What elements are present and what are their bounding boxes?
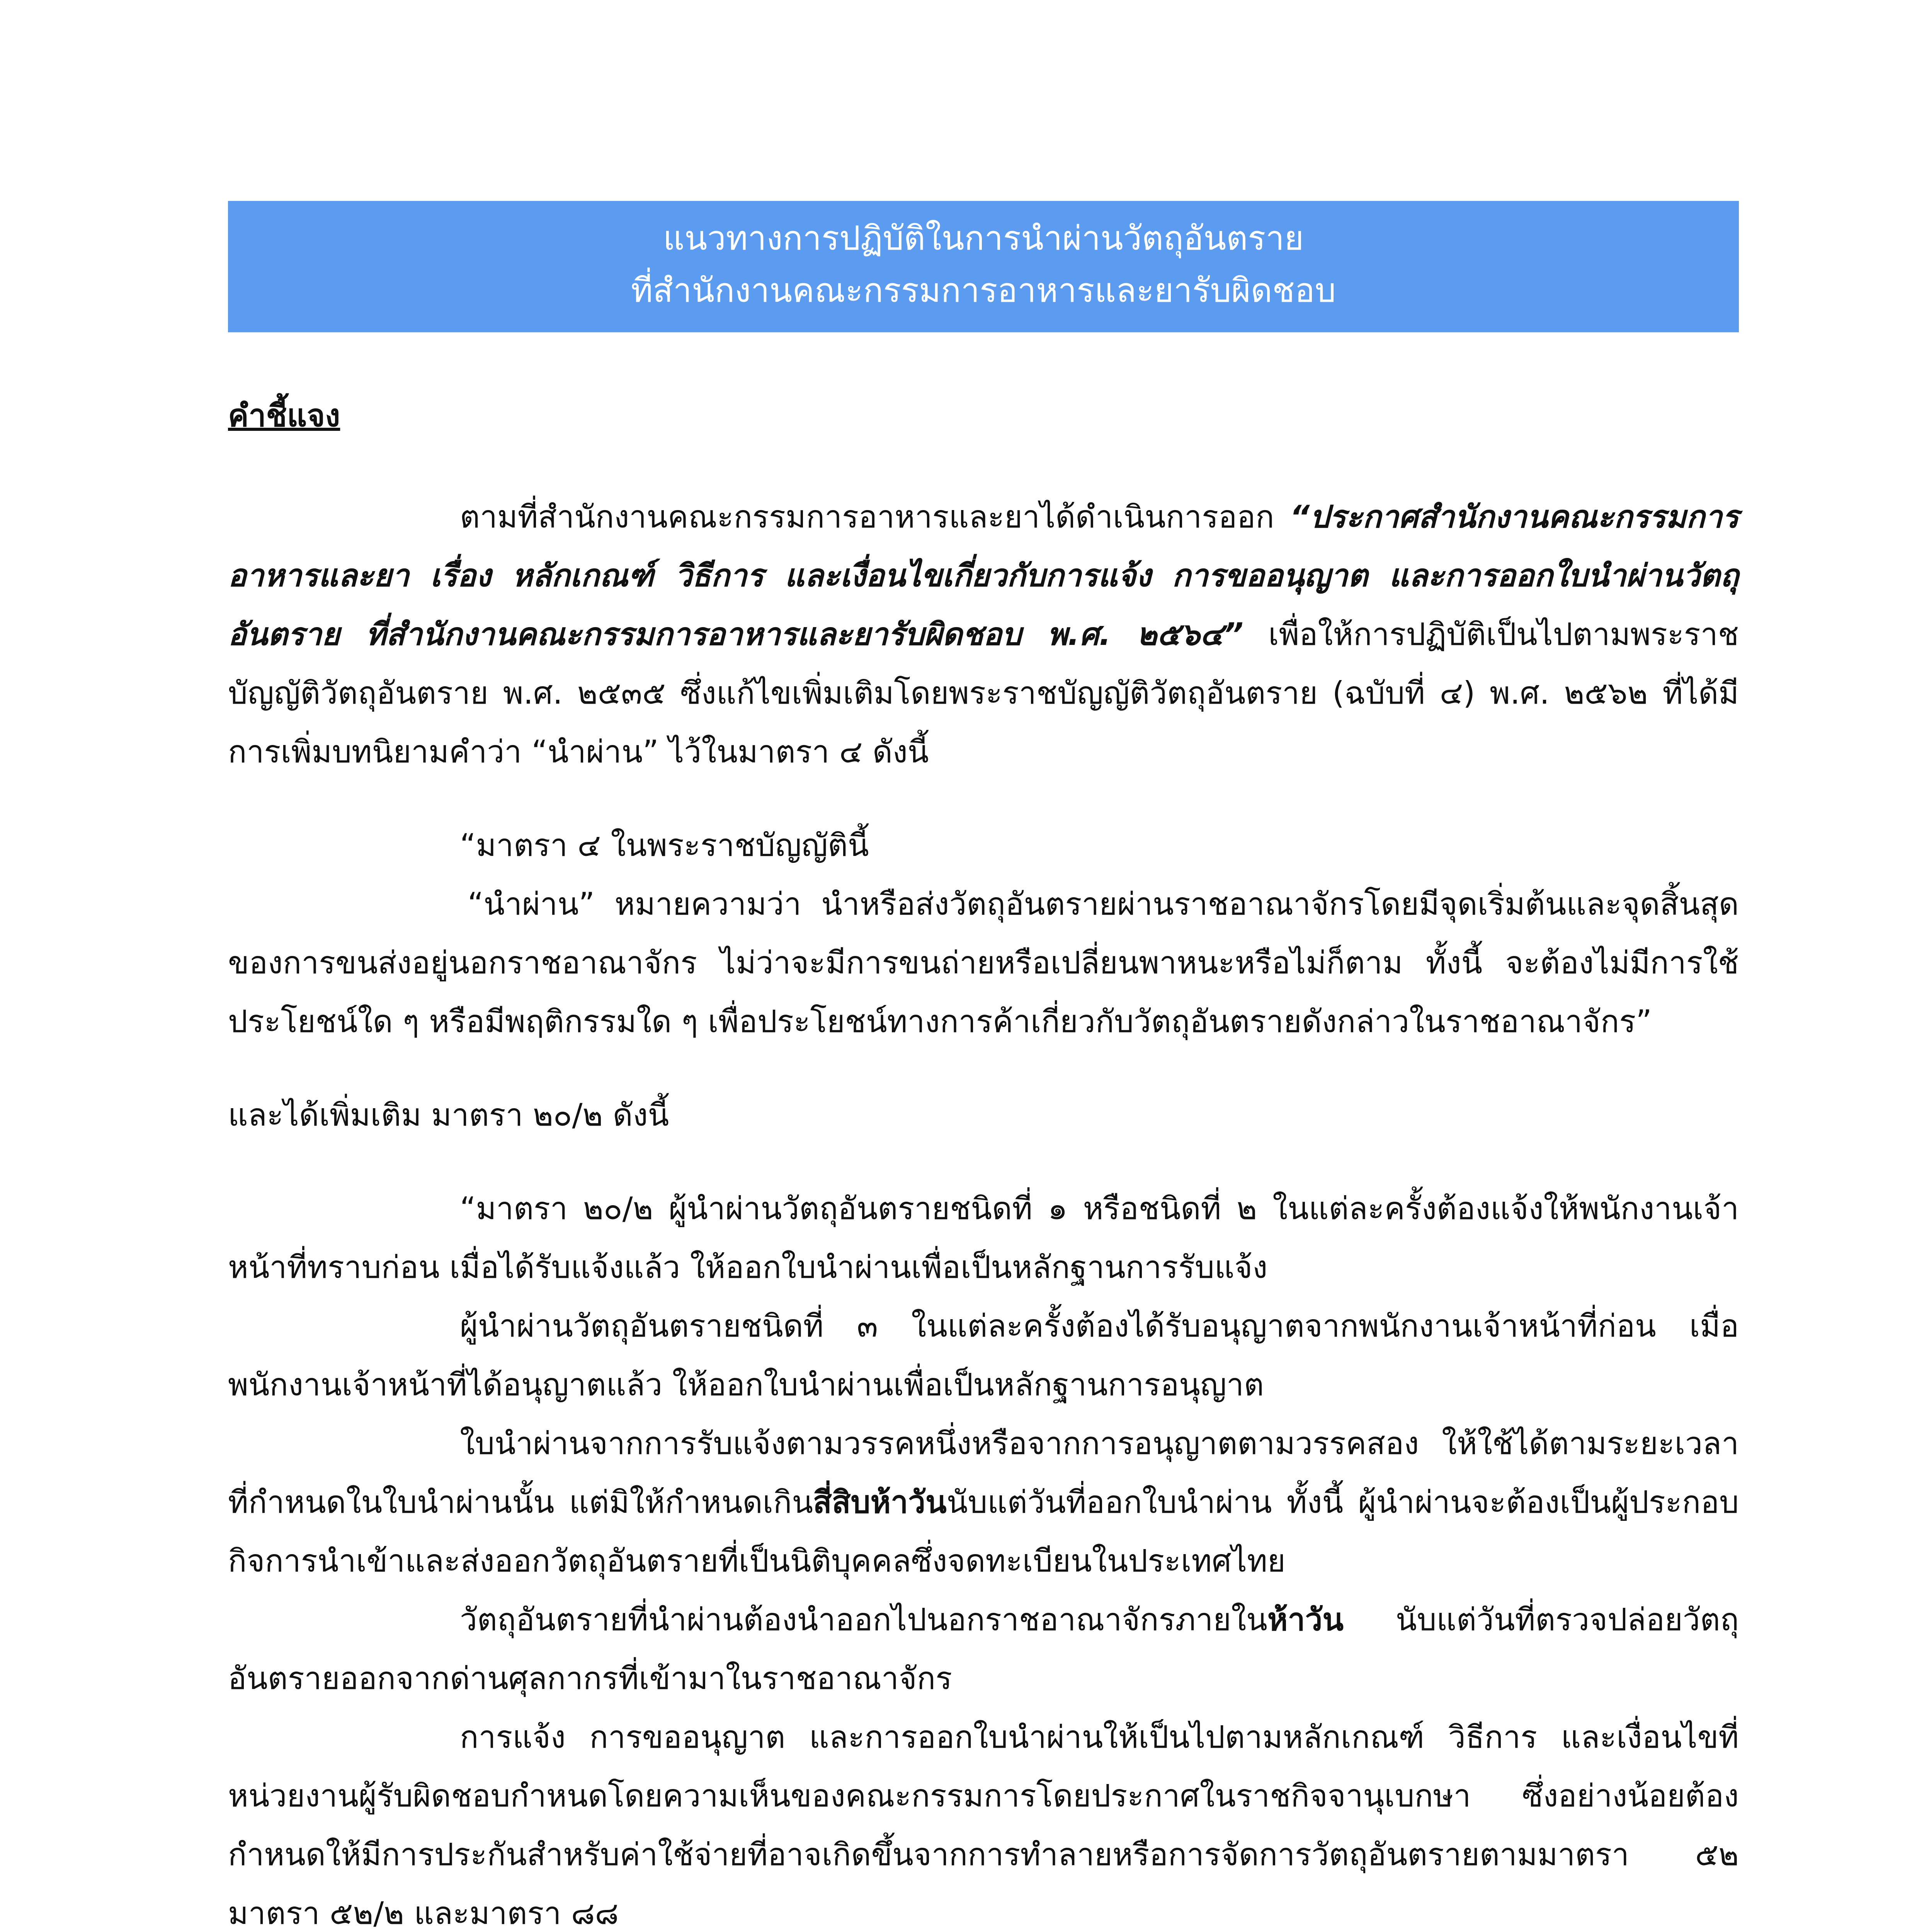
intro-text-pre: ตามที่สำนักงานคณะกรรมการอาหารและยาได้ดำเนินการออก: [460, 499, 1290, 535]
document-body: [228, 386, 1739, 1932]
title-line-2: ที่สำนักงานคณะกรรมการอาหารและยารับผิดชอบ: [631, 271, 1336, 310]
section20-paragraph-2: ผู้นำผ่านวัตถุอันตรายชนิดที่ ๓ ในแต่ละครั้งต้องได้รับอนุญาตจากพนักงานเจ้าหน้าที่ก่อน เมื่อพนักงานเจ้าหน้าที่ได้อนุญาตแล้ว ให้ออกใบนำผ่านเพื่อเป็นหลักฐานการอนุญาต: [228, 1308, 1739, 1403]
section20-paragraph-3: [228, 1414, 1739, 1590]
p4-emphasis: ห้าวัน: [1267, 1602, 1344, 1638]
p4-text-pre: วัตถุอันตรายที่นำผ่านต้องนำออกไปนอกราชอาณาจักรภายใน: [460, 1602, 1267, 1638]
title-line-1: แนวทางการปฏิบัติในการนำผ่านวัตถุอันตราย: [663, 219, 1304, 258]
intro-announcement-title: “ประกาศสำนักงานคณะกรรมการอาหารและยา เรื่อง หลักเกณฑ์ วิธีการ และเงื่อนไขเกี่ยวกับการแจ้ง การขออนุญาต และการออกใบนำผ่านวัตถุอันตราย ที่สำนักงานคณะกรรมการอาหารและยารับผิดชอบ พ.ศ. ๒๕๖๔”: [228, 499, 1739, 652]
section20-paragraph-1: “มาตรา ๒๐/๒ ผู้นำผ่านวัตถุอันตรายชนิดที่ ๑ หรือชนิดที่ ๒ ในแต่ละครั้งต้องแจ้งให้พนักงานเจ้าหน้าที่ทราบก่อน เมื่อได้รับแจ้งแล้ว ให้ออกใบนำผ่านเพื่อเป็นหลักฐานการรับแจ้ง: [228, 1190, 1739, 1285]
section-heading: คำชี้แจง: [228, 398, 340, 434]
p3-text-post: นับแต่วันที่ออกใบนำผ่าน ทั้งนี้ ผู้นำผ่านจะต้องเป็นผู้ประกอบกิจการนำเข้าและส่งออกวัตถุอันตรายที่เป็นนิติบุคคลซึ่งจดทะเบียนในประเทศไทย: [228, 1484, 1739, 1579]
intro-text-post: เพื่อให้การปฏิบัติเป็นไปตามพระราชบัญญัติวัตถุอันตราย พ.ศ. ๒๕๓๕ ซึ่งแก้ไขเพิ่มเติมโดยพระราชบัญญัติวัตถุอันตราย (ฉบับที่ ๔) พ.ศ. ๒๕๖๒ ที่ได้มีการเพิ่มบทนิยามคำว่า “นำผ่าน” ไว้ในมาตรา ๔ ดังนี้: [228, 616, 1739, 770]
section4-definition: “นำผ่าน” หมายความว่า นำหรือส่งวัตถุอันตรายผ่านราชอาณาจักรโดยมีจุดเริ่มต้นและจุดสิ้นสุดของการขนส่งอยู่นอกราชอาณาจักร ไม่ว่าจะมีการขนถ่ายหรือเปลี่ยนพาหนะหรือไม่ก็ตาม ทั้งนี้ จะต้องไม่มีการใช้ประโยชน์ใด ๆ หรือมีพฤติกรรมใด ๆ เพื่อประโยชน์ทางการค้าเกี่ยวกับวัตถุอันตรายดังกล่าวในราชอาณาจักร”: [228, 886, 1739, 1039]
p3-text-pre: ใบนำผ่านจากการรับแจ้งตามวรรคหนึ่งหรือจากการอนุญาตตามวรรคสอง ให้ใช้ได้ตามระยะเวลาที่กำหนดในใบนำผ่านนั้น แต่มิให้กำหนดเกิน: [228, 1425, 1739, 1520]
intro-paragraph: [228, 488, 1739, 781]
section4-heading: “มาตรา ๔ ในพระราชบัญญัตินี้: [460, 827, 869, 863]
title-banner: [228, 201, 1739, 332]
p4-text-post: นับแต่วันที่ตรวจปล่อยวัตถุอันตรายออกจากด่านศุลกากรที่เข้ามาในราชอาณาจักร: [228, 1602, 1739, 1696]
added-text: และได้เพิ่มเติม มาตรา ๒๐/๒ ดังนี้: [228, 1097, 669, 1133]
p3-emphasis: สี่สิบห้าวัน: [813, 1484, 947, 1520]
section20-paragraph-4: [228, 1590, 1739, 1708]
section20-paragraph-5: การแจ้ง การขออนุญาต และการออกใบนำผ่านให้เป็นไปตามหลักเกณฑ์ วิธีการ และเงื่อนไขที่หน่วยงานผู้รับผิดชอบกำหนดโดยความเห็นของคณะกรรมการโดยประกาศในราชกิจจานุเบกษา ซึ่งอย่างน้อยต้องกำหนดให้มีการประกันสำหรับค่าใช้จ่ายที่อาจเกิดขึ้นจากการทำลายหรือการจัดการวัตถุอันตรายตามมาตรา ๕๒ มาตรา ๕๒/๒ และมาตรา ๘๘: [228, 1719, 1739, 1931]
